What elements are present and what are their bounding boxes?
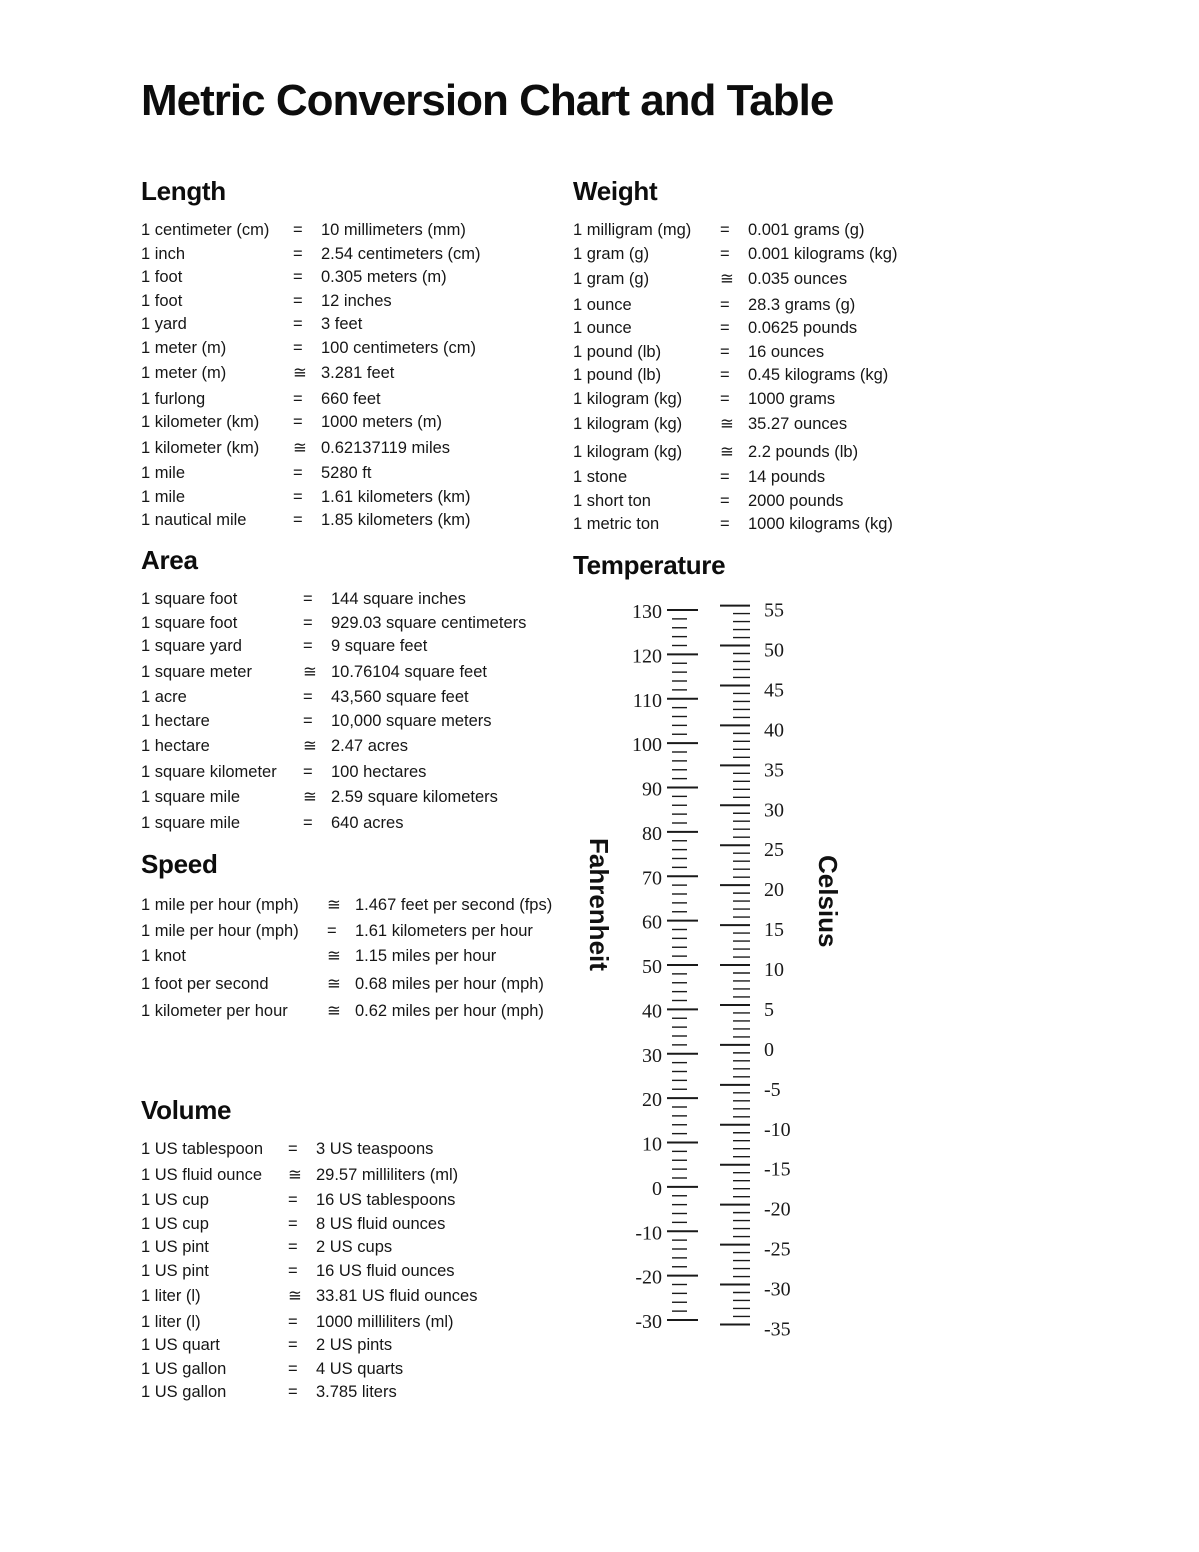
conversion-row: [141, 920, 606, 944]
conversion-relation: =: [293, 464, 303, 482]
conversion-to: 3 US teaspoons: [316, 1140, 434, 1158]
conversion-from: 1 US cup: [141, 1191, 209, 1209]
conversion-row: [141, 337, 586, 361]
conversion-to: 660 feet: [321, 389, 381, 408]
conversion-relation: =: [288, 1359, 298, 1378]
conversion-to: 1000 milliliters (ml): [316, 1312, 454, 1331]
fahrenheit-scale: [632, 601, 698, 1333]
conversion-relation: ≅: [303, 737, 317, 755]
conversion-relation: ≅: [720, 270, 734, 288]
conversion-relation: =: [288, 1140, 298, 1158]
conversion-from: 1 mile: [141, 487, 186, 506]
conversion-to: 1.61 kilometers (km): [321, 487, 471, 506]
conversion-from: 1 kilogram (kg): [573, 442, 683, 461]
conversion-from: 1 meter (m): [141, 338, 227, 357]
conversion-row: [141, 1358, 586, 1382]
scale-tick-label: -35: [764, 1318, 791, 1341]
volume-heading: Volume: [141, 1095, 232, 1125]
conversion-to: 0.001 grams (g): [748, 221, 865, 239]
scale-tick-label: 0: [652, 1177, 662, 1200]
section-volume: [141, 1095, 586, 1405]
conversion-from: 1 kilogram (kg): [573, 415, 683, 433]
conversion-relation: =: [720, 366, 730, 384]
conversion-to: 10.76104 square feet: [331, 662, 487, 681]
conversion-relation: =: [720, 491, 730, 510]
weight-heading: Weight: [573, 176, 658, 206]
conversion-to: 9 square feet: [331, 637, 428, 655]
conversion-from: 1 knot: [141, 947, 186, 965]
conversion-row: [141, 219, 586, 243]
conversion-row: [141, 313, 586, 337]
conversion-from: 1 kilometer (km): [141, 438, 260, 457]
conversion-from: 1 pound (lb): [573, 366, 662, 384]
conversion-row: [573, 466, 1018, 490]
scale-tick-label: 70: [642, 867, 662, 890]
conversion-to: 3 feet: [321, 315, 363, 333]
length-table: [141, 219, 586, 533]
conversion-from: 1 foot per second: [141, 974, 269, 993]
conversion-relation: =: [720, 244, 730, 263]
conversion-from: 1 kilogram (kg): [573, 389, 683, 408]
conversion-from: 1 square yard: [141, 637, 242, 655]
scale-tick-label: 30: [764, 799, 784, 822]
conversion-relation: =: [303, 613, 313, 632]
conversion-to: 2000 pounds: [748, 491, 844, 510]
conversion-relation: ≅: [327, 896, 341, 914]
conversion-to: 16 US tablespoons: [316, 1191, 456, 1209]
conversion-row: [573, 294, 1018, 318]
conversion-row: [141, 1189, 586, 1213]
scale-tick-label: -15: [764, 1158, 791, 1181]
conversion-row: [573, 243, 1018, 267]
conversion-row: [573, 513, 1018, 537]
conversion-to: 0.62 miles per hour (mph): [355, 1002, 544, 1020]
scale-tick-label: 0: [764, 1038, 774, 1061]
conversion-relation: =: [293, 268, 303, 286]
conversion-relation: =: [303, 711, 313, 730]
conversion-row: [573, 439, 1018, 467]
conversion-row: [141, 486, 586, 510]
conversion-from: 1 foot: [141, 268, 183, 286]
conversion-row: [141, 971, 606, 999]
conversion-from: 1 mile: [141, 464, 186, 482]
conversion-to: 2 US pints: [316, 1336, 393, 1354]
section-length: [141, 176, 586, 533]
conversion-from: 1 square foot: [141, 590, 238, 608]
celsius-scale: [720, 600, 791, 1341]
conversion-from: 1 gram (g): [573, 270, 650, 288]
scale-tick-label: 10: [764, 959, 784, 981]
scale-tick-label: 35: [764, 759, 784, 782]
scale-tick-label: 90: [642, 778, 662, 801]
conversion-relation: =: [303, 813, 313, 832]
conversion-from: 1 US cup: [141, 1214, 209, 1233]
conversion-from: 1 foot: [141, 291, 183, 310]
scale-tick-label: 130: [632, 601, 662, 623]
scale-tick-label: 100: [632, 734, 662, 757]
conversion-relation: =: [293, 315, 303, 333]
scale-tick-label: 80: [642, 822, 662, 845]
scale-tick-label: -30: [764, 1278, 791, 1301]
scale-tick-label: 40: [642, 1000, 662, 1023]
conversion-relation: ≅: [293, 364, 307, 382]
conversion-to: 640 acres: [331, 813, 404, 832]
conversion-row: [573, 490, 1018, 514]
conversion-to: 43,560 square feet: [331, 688, 469, 706]
conversion-from: 1 ounce: [573, 295, 632, 314]
conversion-relation: =: [720, 342, 730, 361]
conversion-row: [141, 1381, 586, 1405]
conversion-from: 1 acre: [141, 688, 187, 706]
scale-tick-label: 50: [764, 639, 784, 662]
conversion-relation: =: [288, 1191, 298, 1209]
scale-tick-label: -5: [764, 1078, 781, 1101]
conversion-to: 10,000 square meters: [331, 711, 492, 730]
conversion-from: 1 nautical mile: [141, 511, 247, 529]
conversion-to: 2.2 pounds (lb): [748, 442, 859, 461]
conversion-row: [141, 659, 586, 687]
conversion-from: 1 square foot: [141, 613, 238, 632]
conversion-row: [573, 266, 1018, 294]
conversion-from: 1 liter (l): [141, 1312, 201, 1331]
speed-table: [141, 892, 606, 1026]
scale-tick-label: -10: [764, 1118, 791, 1141]
conversion-row: [141, 635, 586, 659]
conversion-row: [141, 612, 586, 636]
conversion-relation: ≅: [288, 1165, 302, 1184]
conversion-row: [141, 243, 586, 267]
area-heading: Area: [141, 545, 198, 575]
conversion-relation: =: [720, 295, 730, 314]
conversion-from: 1 short ton: [573, 491, 651, 510]
conversion-to: 1000 meters (m): [321, 413, 443, 431]
conversion-to: 3.785 liters: [316, 1383, 397, 1401]
conversion-to: 100 centimeters (cm): [321, 338, 476, 357]
conversion-relation: ≅: [327, 974, 341, 993]
conversion-relation: ≅: [327, 1002, 341, 1020]
conversion-from: 1 kilometer per hour: [141, 1002, 288, 1020]
scale-tick-label: 40: [764, 719, 784, 742]
conversion-relation: =: [303, 637, 313, 655]
conversion-from: 1 US quart: [141, 1336, 220, 1354]
conversion-relation: =: [293, 389, 303, 408]
conversion-from: 1 square kilometer: [141, 762, 277, 781]
scale-tick-label: 25: [764, 839, 784, 862]
conversion-from: 1 mile per hour (mph): [141, 896, 299, 914]
conversion-row: [141, 290, 586, 314]
conversion-relation: =: [293, 487, 303, 506]
conversion-row: [141, 784, 586, 812]
conversion-from: 1 kilometer (km): [141, 413, 260, 431]
conversion-relation: =: [720, 468, 730, 486]
conversion-to: 0.62137119 miles: [321, 438, 451, 457]
conversion-relation: =: [288, 1214, 298, 1233]
conversion-to: 0.68 miles per hour (mph): [355, 974, 544, 993]
conversion-to: 28.3 grams (g): [748, 295, 856, 314]
conversion-row: [141, 812, 586, 836]
conversion-row: [141, 733, 586, 761]
conversion-relation: =: [720, 389, 730, 408]
scale-tick-label: 50: [642, 956, 662, 978]
conversion-row: [141, 998, 606, 1026]
conversion-to: 2.47 acres: [331, 737, 409, 755]
conversion-from: 1 stone: [573, 468, 628, 486]
conversion-from: 1 metric ton: [573, 515, 660, 533]
conversion-row: [141, 411, 586, 435]
conversion-row: [141, 360, 586, 388]
conversion-relation: ≅: [293, 438, 307, 457]
volume-table: [141, 1138, 586, 1405]
scale-tick-label: 10: [642, 1133, 662, 1156]
conversion-to: 1.15 miles per hour: [355, 947, 497, 965]
section-area: [141, 545, 586, 835]
speed-heading: Speed: [141, 849, 218, 879]
conversion-from: 1 US tablespoon: [141, 1140, 264, 1158]
scale-tick-label: 55: [764, 599, 784, 622]
conversion-to: 0.305 meters (m): [321, 268, 447, 286]
page-title: Metric Conversion Chart and Table: [141, 76, 834, 125]
conversion-row: [141, 509, 586, 533]
conversion-row: [141, 1283, 586, 1311]
conversion-relation: =: [303, 590, 313, 608]
conversion-row: [141, 1260, 586, 1284]
celsius-scale-label: Celsius: [813, 855, 843, 948]
conversion-to: 2 US cups: [316, 1238, 393, 1256]
conversion-from: 1 hectare: [141, 737, 210, 755]
conversion-from: 1 square meter: [141, 662, 252, 681]
length-heading: Length: [141, 176, 226, 206]
temperature-heading: Temperature: [573, 550, 726, 580]
conversion-relation: =: [303, 688, 313, 706]
conversion-from: 1 milligram (mg): [573, 221, 692, 239]
conversion-from: 1 square mile: [141, 788, 241, 806]
conversion-row: [141, 761, 586, 785]
conversion-from: 1 US gallon: [141, 1359, 227, 1378]
scale-tick-label: 30: [642, 1044, 662, 1067]
conversion-to: 2.59 square kilometers: [331, 788, 498, 806]
conversion-relation: ≅: [303, 788, 317, 806]
conversion-to: 8 US fluid ounces: [316, 1214, 446, 1233]
scale-tick-label: -10: [635, 1222, 662, 1245]
conversion-relation: =: [293, 291, 303, 310]
conversion-relation: =: [293, 221, 303, 239]
conversion-to: 1.467 feet per second (fps): [355, 896, 553, 914]
scale-tick-label: 15: [764, 919, 784, 942]
conversion-to: 0.001 kilograms (kg): [748, 244, 898, 263]
scale-tick-label: -20: [764, 1198, 791, 1221]
conversion-row: [141, 462, 586, 486]
conversion-row: [573, 219, 1018, 243]
section-speed: [141, 849, 606, 1026]
conversion-from: 1 centimeter (cm): [141, 221, 270, 239]
conversion-from: 1 hectare: [141, 711, 210, 730]
conversion-row: [573, 317, 1018, 341]
conversion-to: 144 square inches: [331, 590, 466, 608]
conversion-row: [141, 710, 586, 734]
conversion-relation: ≅: [303, 662, 317, 681]
conversion-to: 0.0625 pounds: [748, 319, 858, 337]
conversion-to: 5280 ft: [321, 464, 372, 482]
conversion-relation: =: [293, 413, 303, 431]
conversion-relation: =: [720, 515, 730, 533]
conversion-relation: =: [288, 1336, 298, 1354]
section-weight: [573, 176, 1018, 537]
conversion-relation: ≅: [327, 947, 341, 965]
fahrenheit-scale-label: Fahrenheit: [584, 838, 614, 971]
conversion-relation: =: [293, 244, 303, 263]
conversion-row: [141, 892, 606, 920]
conversion-to: 33.81 US fluid ounces: [316, 1287, 478, 1305]
conversion-from: 1 yard: [141, 315, 187, 333]
conversion-to: 3.281 feet: [321, 364, 395, 382]
conversion-from: 1 US gallon: [141, 1383, 227, 1401]
scale-tick-label: 120: [632, 645, 662, 668]
conversion-relation: =: [720, 319, 730, 337]
conversion-relation: =: [288, 1238, 298, 1256]
conversion-relation: =: [288, 1261, 298, 1280]
conversion-to: 16 ounces: [748, 342, 825, 361]
conversion-relation: =: [303, 762, 313, 781]
conversion-relation: =: [293, 511, 303, 529]
conversion-to: 12 inches: [321, 291, 392, 310]
conversion-from: 1 US pint: [141, 1261, 209, 1280]
conversion-row: [573, 341, 1018, 365]
conversion-row: [141, 1334, 586, 1358]
conversion-to: 1000 kilograms (kg): [748, 515, 893, 533]
scale-tick-label: 5: [764, 998, 774, 1021]
conversion-from: 1 meter (m): [141, 364, 227, 382]
conversion-to: 1000 grams: [748, 389, 836, 408]
conversion-to: 35.27 ounces: [748, 415, 848, 433]
conversion-to: 0.035 ounces: [748, 270, 848, 288]
conversion-from: 1 mile per hour (mph): [141, 921, 299, 940]
conversion-relation: =: [288, 1383, 298, 1401]
conversion-relation: =: [293, 338, 303, 357]
conversion-relation: =: [720, 221, 730, 239]
conversion-from: 1 pound (lb): [573, 342, 662, 361]
conversion-relation: ≅: [720, 442, 734, 461]
conversion-to: 14 pounds: [748, 468, 826, 486]
conversion-to: 1.85 kilometers (km): [321, 511, 471, 529]
conversion-to: 16 US fluid ounces: [316, 1261, 455, 1280]
weight-table: [573, 219, 1018, 537]
conversion-row: [141, 388, 586, 412]
conversion-row: [141, 435, 586, 463]
conversion-from: 1 inch: [141, 244, 186, 263]
scale-tick-label: 60: [642, 911, 662, 934]
conversion-row: [141, 1311, 586, 1335]
conversion-row: [141, 1236, 586, 1260]
conversion-from: 1 US pint: [141, 1238, 209, 1256]
conversion-from: 1 US fluid ounce: [141, 1165, 263, 1184]
scale-tick-label: 110: [632, 689, 662, 712]
conversion-row: [141, 943, 606, 971]
scale-tick-label: -30: [635, 1311, 662, 1333]
conversion-to: 929.03 square centimeters: [331, 613, 527, 632]
conversion-row: [573, 364, 1018, 388]
conversion-row: [141, 686, 586, 710]
conversion-to: 29.57 milliliters (ml): [316, 1165, 459, 1184]
conversion-to: 0.45 kilograms (kg): [748, 366, 889, 384]
conversion-to: 4 US quarts: [316, 1359, 404, 1378]
area-table: [141, 588, 586, 835]
conversion-from: 1 liter (l): [141, 1287, 201, 1305]
conversion-row: [141, 266, 586, 290]
scale-tick-label: 20: [642, 1089, 662, 1112]
conversion-row: [573, 411, 1018, 439]
scale-tick-label: -25: [764, 1238, 791, 1261]
conversion-row: [141, 588, 586, 612]
conversion-to: 1.61 kilometers per hour: [355, 921, 533, 940]
conversion-relation: ≅: [288, 1287, 302, 1305]
conversion-to: 100 hectares: [331, 762, 427, 781]
conversion-relation: =: [327, 921, 337, 940]
conversion-from: 1 ounce: [573, 319, 632, 337]
conversion-from: 1 furlong: [141, 389, 206, 408]
conversion-from: 1 square mile: [141, 813, 241, 832]
conversion-to: 10 millimeters (mm): [321, 221, 466, 239]
conversion-row: [141, 1213, 586, 1237]
conversion-row: [141, 1138, 586, 1162]
conversion-relation: =: [288, 1312, 298, 1331]
conversion-relation: ≅: [720, 415, 734, 433]
conversion-row: [573, 388, 1018, 412]
scale-tick-label: -20: [635, 1266, 662, 1289]
scale-tick-label: 20: [764, 879, 784, 902]
scale-tick-label: 45: [764, 679, 784, 702]
conversion-row: [141, 1162, 586, 1190]
conversion-to: 2.54 centimeters (cm): [321, 244, 481, 263]
conversion-from: 1 gram (g): [573, 244, 650, 263]
